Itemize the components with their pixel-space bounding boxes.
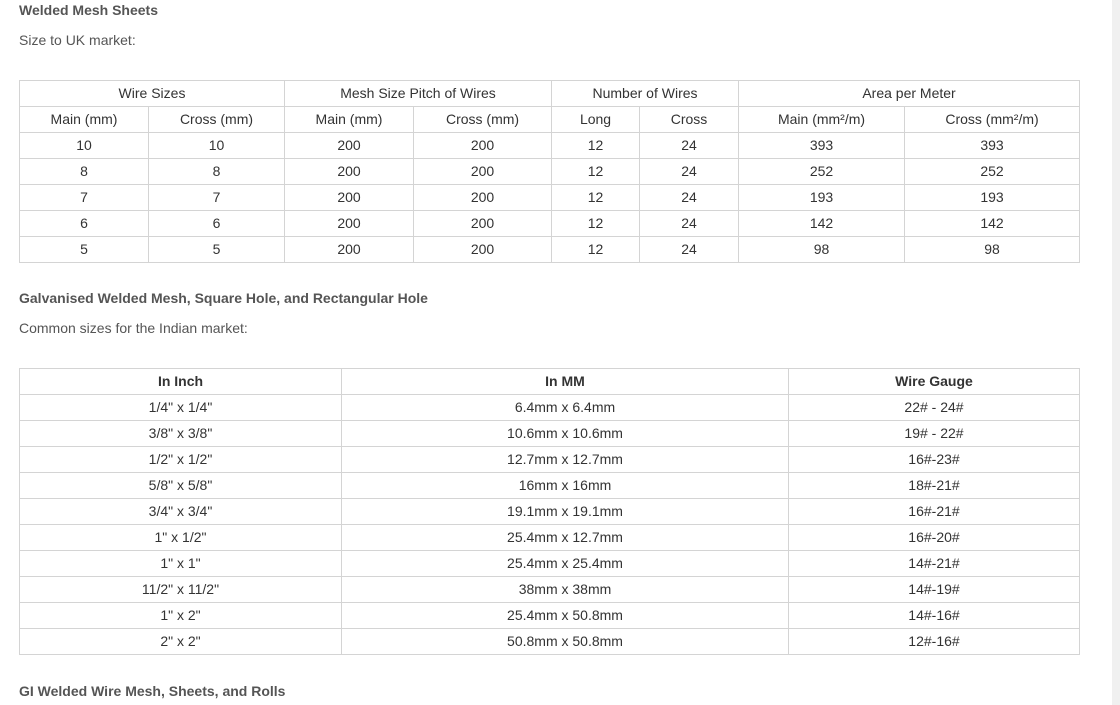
table-cell: 24 xyxy=(640,211,739,237)
table-cell: 393 xyxy=(739,133,905,159)
table-cell: 98 xyxy=(905,237,1080,263)
column-header: In MM xyxy=(342,369,789,395)
table-row xyxy=(20,603,1080,629)
table-cell: 10 xyxy=(20,133,149,159)
table-row xyxy=(20,447,1080,473)
table-row xyxy=(20,629,1080,655)
table-row xyxy=(20,421,1080,447)
table-cell: 16#-20# xyxy=(789,525,1080,551)
table-group-header-row xyxy=(20,81,1080,107)
table-cell: 200 xyxy=(414,211,552,237)
table-cell: 5 xyxy=(20,237,149,263)
table-cell: 2" x 2" xyxy=(20,629,342,655)
table-cell: 8 xyxy=(20,159,149,185)
table-cell: 200 xyxy=(414,185,552,211)
column-header: Main (mm²/m) xyxy=(739,107,905,133)
column-header: In Inch xyxy=(20,369,342,395)
column-header: Main (mm) xyxy=(20,107,149,133)
table-row xyxy=(20,159,1080,185)
column-header: Cross (mm²/m) xyxy=(905,107,1080,133)
table-cell: 19# - 22# xyxy=(789,421,1080,447)
table-cell: 12 xyxy=(552,185,640,211)
table-cell: 25.4mm x 50.8mm xyxy=(342,603,789,629)
table-cell: 5 xyxy=(149,237,285,263)
table-cell: 19.1mm x 19.1mm xyxy=(342,499,789,525)
table-cell: 200 xyxy=(285,211,414,237)
table-row xyxy=(20,499,1080,525)
table-cell: 7 xyxy=(149,185,285,211)
table-cell: 200 xyxy=(285,185,414,211)
indian-mesh-table xyxy=(19,368,1080,655)
table-cell: 12 xyxy=(552,237,640,263)
table-cell: 98 xyxy=(739,237,905,263)
table-row xyxy=(20,185,1080,211)
table-row xyxy=(20,525,1080,551)
table-cell: 25.4mm x 12.7mm xyxy=(342,525,789,551)
table-cell: 1" x 2" xyxy=(20,603,342,629)
table-cell: 24 xyxy=(640,237,739,263)
table-cell: 12 xyxy=(552,133,640,159)
table-cell: 1" x 1" xyxy=(20,551,342,577)
table-row xyxy=(20,577,1080,603)
column-header: Long xyxy=(552,107,640,133)
table-cell: 16#-21# xyxy=(789,499,1080,525)
table-cell: 22# - 24# xyxy=(789,395,1080,421)
table-cell: 14#-16# xyxy=(789,603,1080,629)
table-cell: 12 xyxy=(552,159,640,185)
scrollbar-track[interactable] xyxy=(1112,0,1120,705)
table-cell: 1" x 1/2" xyxy=(20,525,342,551)
column-header: Cross xyxy=(640,107,739,133)
table-cell: 193 xyxy=(739,185,905,211)
table-cell: 1/4" x 1/4" xyxy=(20,395,342,421)
section-heading-galvanised-welded-mesh: Galvanised Welded Mesh, Square Hole, and Rectangular Hole xyxy=(19,290,428,306)
column-group-header: Area per Meter xyxy=(739,81,1080,107)
table-cell: 1/2" x 1/2" xyxy=(20,447,342,473)
table-cell: 25.4mm x 25.4mm xyxy=(342,551,789,577)
uk-mesh-table xyxy=(19,80,1080,263)
table-cell: 6.4mm x 6.4mm xyxy=(342,395,789,421)
table-subheader-row xyxy=(20,107,1080,133)
table-row xyxy=(20,211,1080,237)
table-cell: 142 xyxy=(905,211,1080,237)
table-cell: 3/4" x 3/4" xyxy=(20,499,342,525)
table-cell: 24 xyxy=(640,159,739,185)
table-cell: 18#-21# xyxy=(789,473,1080,499)
column-header: Main (mm) xyxy=(285,107,414,133)
table-cell: 393 xyxy=(905,133,1080,159)
table-cell: 7 xyxy=(20,185,149,211)
table-cell: 200 xyxy=(285,159,414,185)
table-row xyxy=(20,473,1080,499)
table-cell: 24 xyxy=(640,185,739,211)
table-row xyxy=(20,395,1080,421)
table-cell: 11/2" x 11/2" xyxy=(20,577,342,603)
section-heading-welded-mesh-sheets: Welded Mesh Sheets xyxy=(19,2,159,18)
table-cell: 24 xyxy=(640,133,739,159)
column-header: Cross (mm) xyxy=(149,107,285,133)
table-row xyxy=(20,133,1080,159)
table-cell: 10.6mm x 10.6mm xyxy=(342,421,789,447)
table-cell: 252 xyxy=(739,159,905,185)
table-cell: 16#-23# xyxy=(789,447,1080,473)
table-cell: 10 xyxy=(149,133,285,159)
column-header: Cross (mm) xyxy=(414,107,552,133)
table-cell: 12.7mm x 12.7mm xyxy=(342,447,789,473)
table-cell: 6 xyxy=(20,211,149,237)
column-group-header: Number of Wires xyxy=(552,81,739,107)
section-heading-gi-welded-wire-mesh: GI Welded Wire Mesh, Sheets, and Rolls xyxy=(19,683,286,699)
table-cell: 193 xyxy=(905,185,1080,211)
table-cell: 12#-16# xyxy=(789,629,1080,655)
table-cell: 16mm x 16mm xyxy=(342,473,789,499)
table-cell: 142 xyxy=(739,211,905,237)
table-cell: 14#-19# xyxy=(789,577,1080,603)
table-header-row xyxy=(20,369,1080,395)
table-cell: 200 xyxy=(414,237,552,263)
table-cell: 50.8mm x 50.8mm xyxy=(342,629,789,655)
table-cell: 38mm x 38mm xyxy=(342,577,789,603)
column-header: Wire Gauge xyxy=(789,369,1080,395)
table-cell: 200 xyxy=(285,237,414,263)
table-row xyxy=(20,237,1080,263)
column-group-header: Wire Sizes xyxy=(20,81,285,107)
table-cell: 12 xyxy=(552,211,640,237)
table-cell: 3/8" x 3/8" xyxy=(20,421,342,447)
table-cell: 14#-21# xyxy=(789,551,1080,577)
section-intro-indian-market: Common sizes for the Indian market: xyxy=(19,320,248,336)
table-cell: 200 xyxy=(414,133,552,159)
column-group-header: Mesh Size Pitch of Wires xyxy=(285,81,552,107)
table-cell: 6 xyxy=(149,211,285,237)
section-intro-uk-market: Size to UK market: xyxy=(19,32,136,48)
table-cell: 5/8" x 5/8" xyxy=(20,473,342,499)
table-cell: 200 xyxy=(414,159,552,185)
table-row xyxy=(20,551,1080,577)
table-cell: 8 xyxy=(149,159,285,185)
table-cell: 252 xyxy=(905,159,1080,185)
table-cell: 200 xyxy=(285,133,414,159)
